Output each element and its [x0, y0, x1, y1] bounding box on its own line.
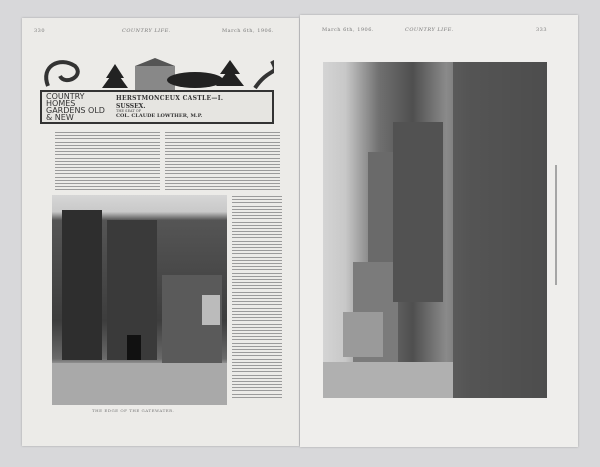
article-title: HERSTMONCEUX CASTLE—I. — [116, 95, 224, 102]
series-title: COUNTRY HOMES GARDENS OLD & NEW — [46, 92, 105, 122]
page-number: 330 — [34, 28, 46, 34]
running-title: COUNTRY LIFE. — [122, 28, 171, 34]
running-title: COUNTRY LIFE. — [405, 27, 454, 33]
article-banner — [40, 90, 274, 124]
photo-caption: THE EDGE OF THE GATEWATER. — [92, 408, 175, 413]
right-page — [300, 15, 578, 447]
page-number: 333 — [536, 27, 548, 33]
seat-label: THE SEAT OF — [116, 109, 142, 113]
page-date: March 6th, 1906. — [222, 28, 275, 34]
text-column-2 — [165, 132, 280, 193]
castle-gateway-photo — [52, 195, 227, 405]
castle-moat-photo — [323, 62, 547, 398]
owner: COL. CLAUDE LOWTHER, M.P. — [116, 113, 203, 119]
text-column-3 — [232, 196, 282, 400]
county: SUSSEX. — [116, 103, 146, 110]
text-column-1 — [55, 132, 160, 193]
page-date: March 6th, 1906. — [322, 27, 375, 33]
left-page — [22, 18, 299, 446]
vertical-caption — [555, 165, 557, 287]
